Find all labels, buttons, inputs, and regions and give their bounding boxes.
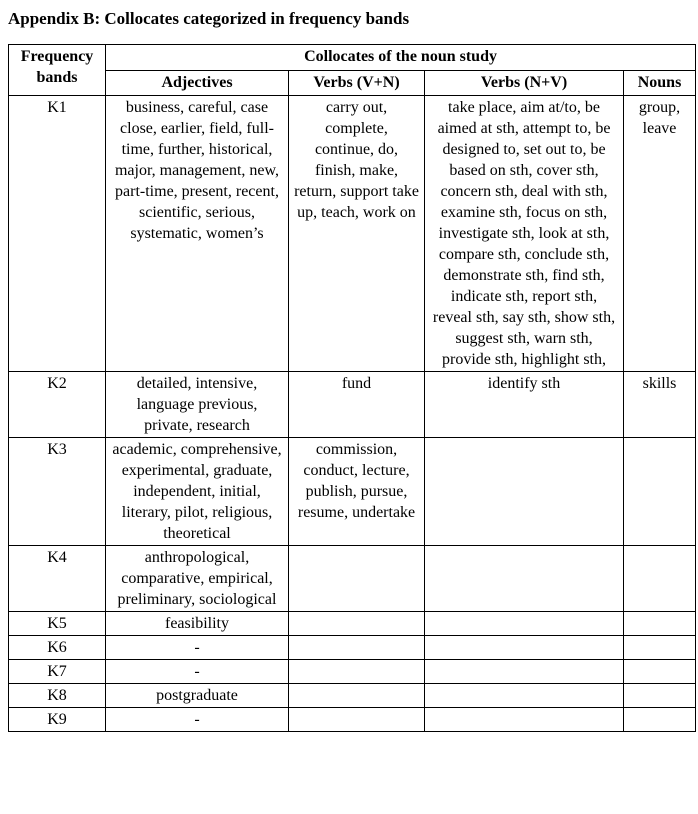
adjectives-cell: -	[106, 660, 289, 684]
nouns-cell	[624, 684, 696, 708]
verbs-nv-cell	[425, 708, 624, 732]
table-row-k8	[9, 684, 696, 708]
frequency-band-label: K6	[9, 636, 106, 660]
verbs-vn-cell: commission, conduct, lecture, publish, pursue, resume, undertake	[289, 438, 425, 546]
verbs-vn-cell	[289, 636, 425, 660]
table-row-k6	[9, 636, 696, 660]
adjectives-cell: business, careful, case close, earlier, field, full-time, further, historical, major, management, new, part-time, present, recent, scientific, serious, systematic, women’s	[106, 96, 289, 372]
nouns-cell	[624, 636, 696, 660]
header-nouns: Nouns	[624, 71, 696, 96]
frequency-band-label: K3	[9, 438, 106, 546]
frequency-band-label: K7	[9, 660, 106, 684]
verbs-vn-cell	[289, 708, 425, 732]
table-row-k7	[9, 660, 696, 684]
nouns-cell	[624, 438, 696, 546]
table-row-k2	[9, 372, 696, 438]
nouns-cell	[624, 612, 696, 636]
verbs-vn-cell	[289, 660, 425, 684]
verbs-nv-cell	[425, 660, 624, 684]
adjectives-cell: postgraduate	[106, 684, 289, 708]
verbs-vn-cell: carry out, complete, continue, do, finish, make, return, support take up, teach, work on	[289, 96, 425, 372]
adjectives-cell: feasibility	[106, 612, 289, 636]
frequency-band-label: K4	[9, 546, 106, 612]
verbs-vn-cell	[289, 612, 425, 636]
verbs-vn-cell	[289, 684, 425, 708]
adjectives-cell: anthropological, comparative, empirical, preliminary, sociological	[106, 546, 289, 612]
adjectives-cell: academic, comprehensive, experimental, graduate, independent, initial, literary, pilot, religious, theoretical	[106, 438, 289, 546]
nouns-cell: skills	[624, 372, 696, 438]
verbs-nv-cell	[425, 636, 624, 660]
verbs-nv-cell: take place, aim at/to, be aimed at sth, attempt to, be designed to, set out to, be based on sth, cover sth, concern sth, deal with sth, examine sth, focus on sth, investigate sth, look at sth, compare sth, conclude sth, demonstrate sth, find sth, indicate sth, report sth, reveal sth, say sth, show sth, suggest sth, warn sth, provide sth, highlight sth,	[425, 96, 624, 372]
frequency-band-label: K2	[9, 372, 106, 438]
table-row-k1	[9, 96, 696, 372]
header-verbs-nv: Verbs (N+V)	[425, 71, 624, 96]
adjectives-cell: -	[106, 708, 289, 732]
adjectives-cell: -	[106, 636, 289, 660]
header-verbs-vn: Verbs (V+N)	[289, 71, 425, 96]
verbs-vn-cell: fund	[289, 372, 425, 438]
nouns-cell	[624, 660, 696, 684]
table-row-k3	[9, 438, 696, 546]
table-row-k9	[9, 708, 696, 732]
verbs-nv-cell	[425, 438, 624, 546]
header-frequency-bands: Frequency bands	[9, 45, 106, 96]
header-span-title: Collocates of the noun study	[106, 45, 696, 71]
frequency-band-label: K8	[9, 684, 106, 708]
verbs-nv-cell: identify sth	[425, 372, 624, 438]
verbs-nv-cell	[425, 684, 624, 708]
nouns-cell	[624, 546, 696, 612]
nouns-cell: group, leave	[624, 96, 696, 372]
frequency-band-label: K1	[9, 96, 106, 372]
verbs-vn-cell	[289, 546, 425, 612]
verbs-nv-cell	[425, 612, 624, 636]
nouns-cell	[624, 708, 696, 732]
page-title: Appendix B: Collocates categorized in frequency bands	[8, 9, 410, 28]
verbs-nv-cell	[425, 546, 624, 612]
table-row-k5	[9, 612, 696, 636]
collocates-table	[8, 44, 696, 732]
adjectives-cell: detailed, intensive, language previous, private, research	[106, 372, 289, 438]
header-adjectives: Adjectives	[106, 71, 289, 96]
frequency-band-label: K5	[9, 612, 106, 636]
frequency-band-label: K9	[9, 708, 106, 732]
table-row-k4	[9, 546, 696, 612]
